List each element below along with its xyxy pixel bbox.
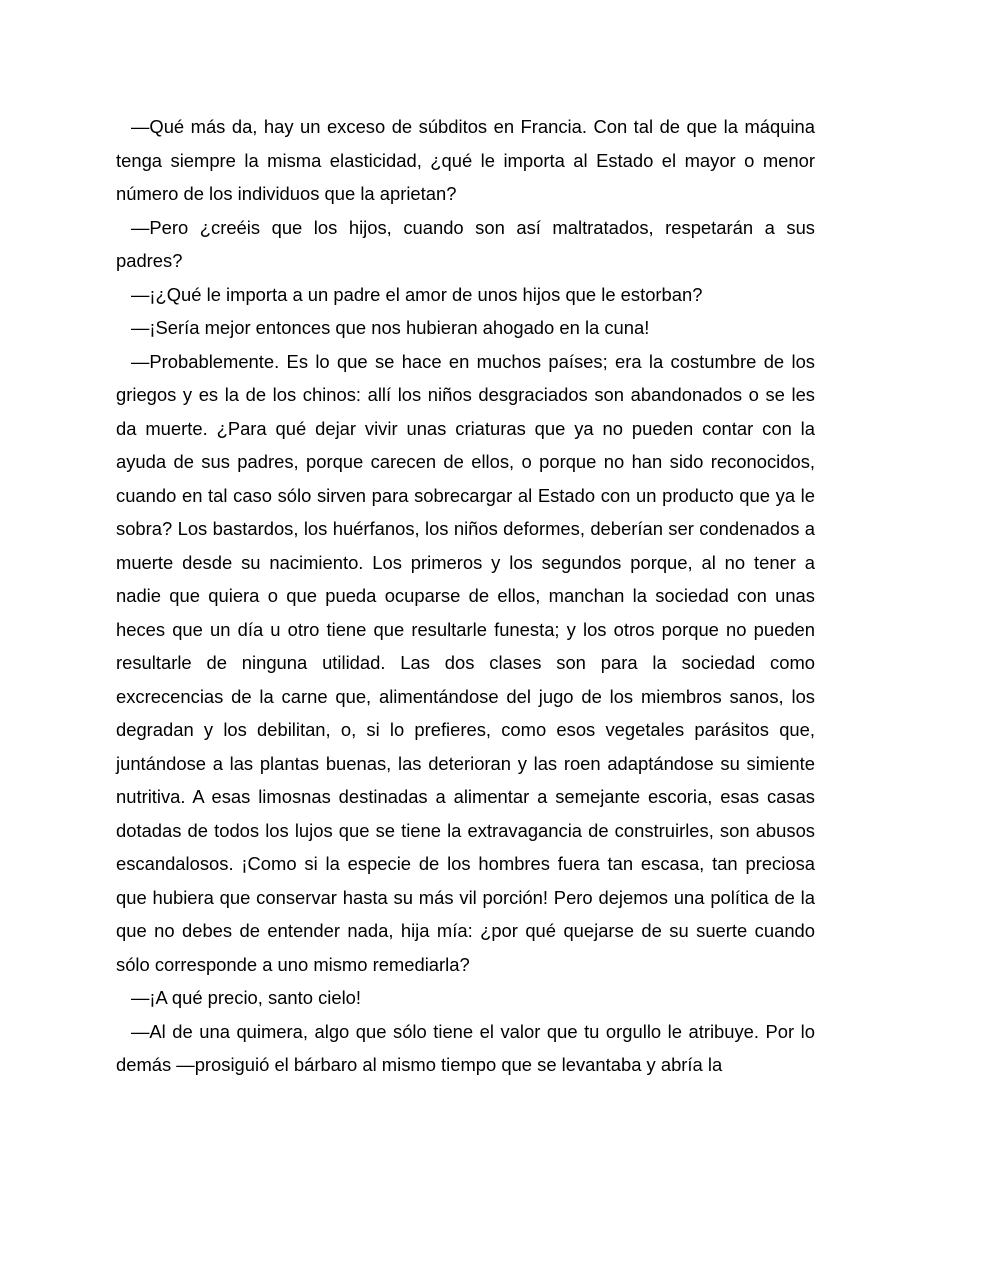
body-text (116, 110, 815, 1082)
dialogue-paragraph-5: —Probablemente. Es lo que se hace en muchos países; era la costumbre de los griegos y es la de los chinos: allí los niños desgraciados son abandonados o se les da muerte. ¿Para qué dejar vivir unas criaturas que ya no pueden contar con la ayuda de sus padres, porque carecen de ellos, o porque no han sido reconocidos, cuando en tal caso sólo sirven para sobrecargar al Estado con un producto que ya le sobra? Los bastardos, los huérfanos, los niños deformes, deberían ser condenados a muerte desde su nacimiento. Los primeros y los segundos porque, al no tener a nadie que quiera o que pueda ocuparse de ellos, manchan la sociedad con unas heces que un día u otro tiene que resultarle funesta; y los otros porque no pueden resultarle de ninguna utilidad. Las dos clases son para la sociedad como excrecencias de la carne que, alimentándose del jugo de los miembros sanos, los degradan y los debilitan, o, si lo prefieres, como esos vegetales parásitos que, juntándose a las plantas buenas, las deterioran y las roen adaptándose su simiente nutritiva. A esas limosnas destinadas a alimentar a semejante escoria, esas casas dotadas de todos los lujos que se tiene la extravagancia de construirles, son abusos escandalosos. ¡Como si la especie de los hombres fuera tan escasa, tan preciosa que hubiera que conservar hasta su más vil porción! Pero dejemos una política de la que no debes de entender nada, hija mía: ¿por qué quejarse de su suerte cuando sólo corresponde a uno mismo remediarla? (116, 350, 815, 975)
dialogue-paragraph-6: —¡A qué precio, santo cielo! (131, 987, 362, 1008)
dialogue-paragraph-3: —¡¿Qué le importa a un padre el amor de unos hijos que le estorban? (131, 283, 703, 305)
dialogue-paragraph-1: —Qué más da, hay un exceso de súbditos en Francia. Con tal de que la máquina tenga siempre la misma elasticidad, ¿qué le importa al Estado el mayor o menor número de los individuos que la aprietan? (116, 116, 815, 204)
dialogue-paragraph-7: —Al de una quimera, algo que sólo tiene el valor que tu orgullo le atribuye. Por lo demás —prosiguió el bárbaro al mismo tiempo que se levantaba y abría la (116, 1020, 815, 1075)
dialogue-paragraph-2: —Pero ¿creéis que los hijos, cuando son así maltratados, respetarán a sus padres? (116, 216, 815, 271)
dialogue-paragraph-4: —¡Sería mejor entonces que nos hubieran ahogado en la cuna! (131, 317, 650, 338)
